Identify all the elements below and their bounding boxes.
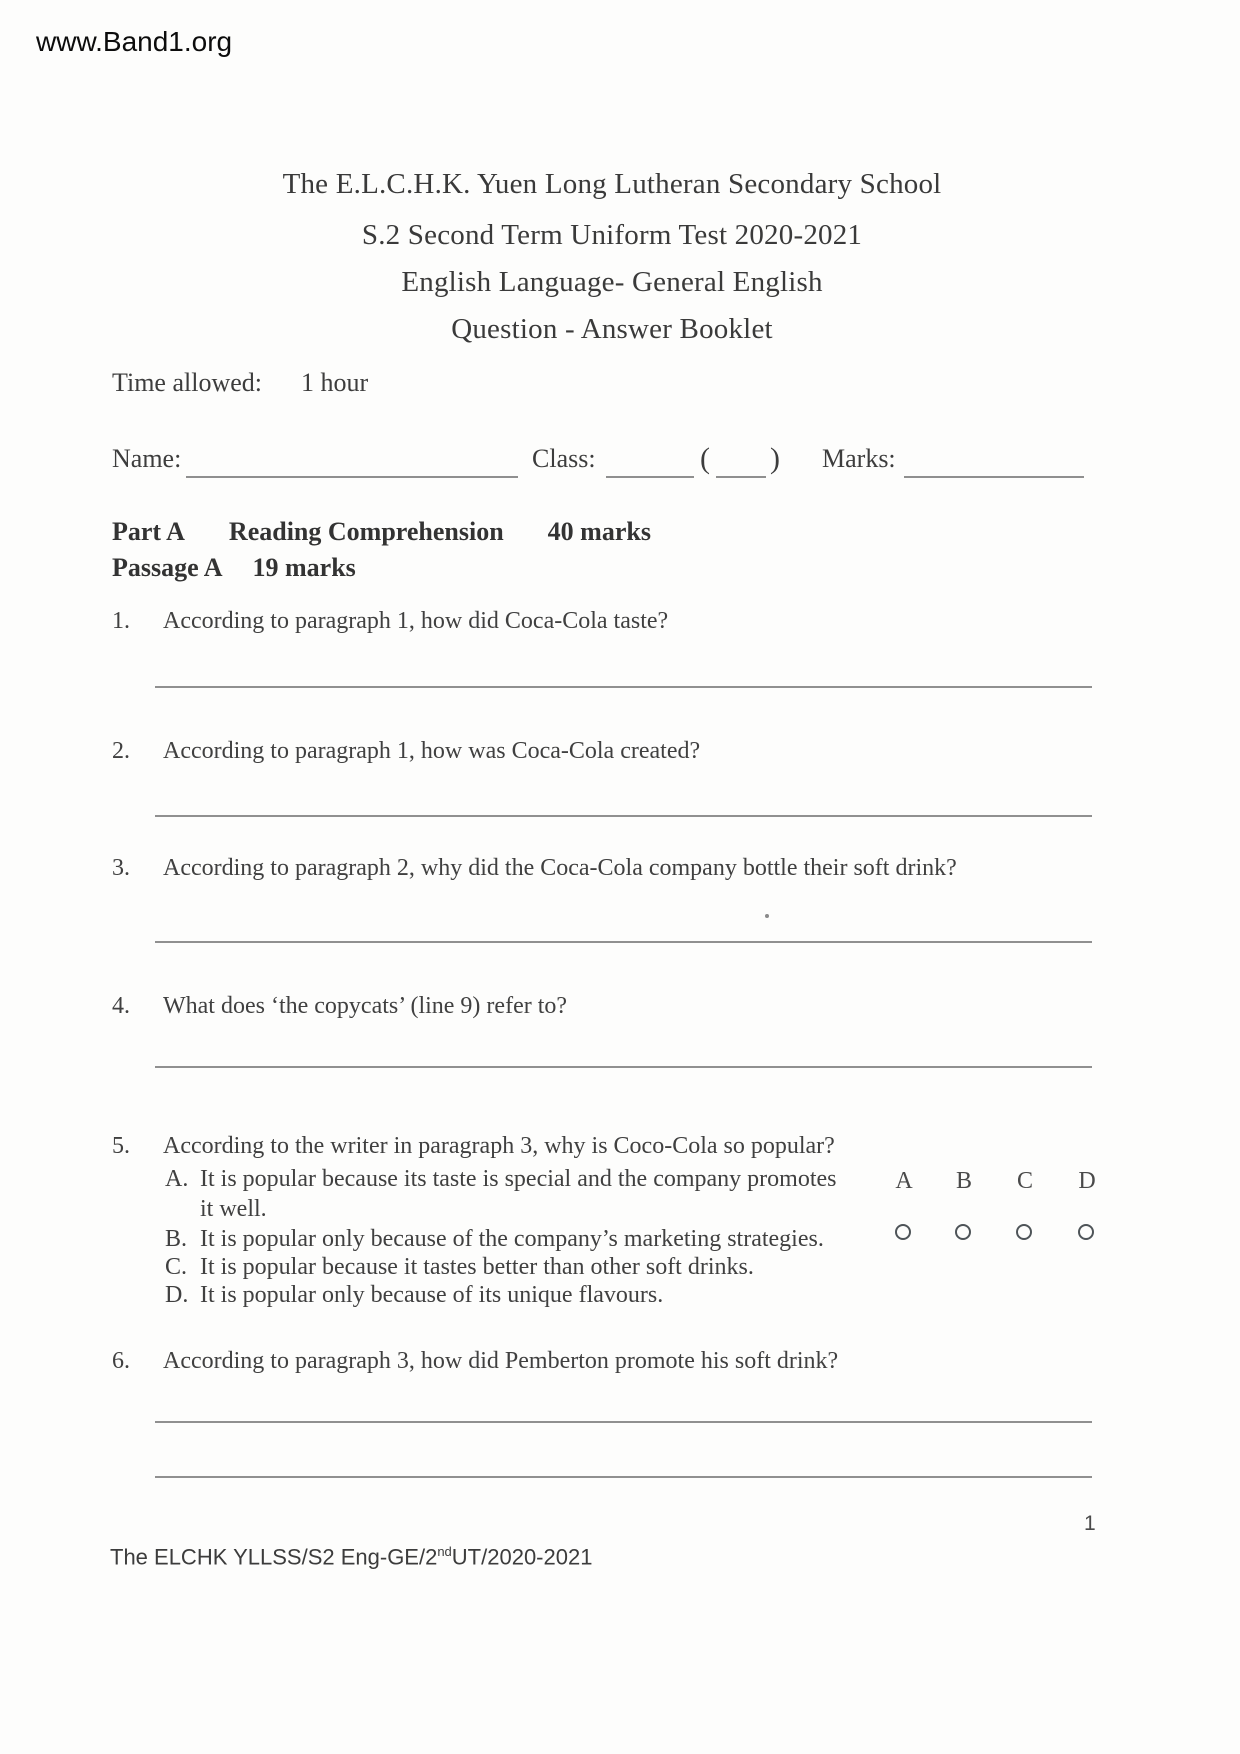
marks-input-line[interactable] <box>904 476 1084 478</box>
watermark-text: www.Band1.org <box>36 26 233 57</box>
question-6-number: 6. <box>112 1348 130 1374</box>
question-2-number: 2. <box>112 738 130 764</box>
mc-header-letter-a: A <box>895 1168 913 1194</box>
class-paren-open: ( <box>700 442 710 475</box>
footer-doc-code-sup: nd <box>437 1544 452 1559</box>
name-input-line[interactable] <box>186 476 518 478</box>
question-5-text: According to the writer in paragraph 3, why is Coco-Cola so popular? <box>163 1133 835 1159</box>
passage-a-heading <box>112 553 356 583</box>
question-4-text: What does ‘the copycats’ (line 9) refer to? <box>163 993 568 1019</box>
school-title: The E.L.C.H.K. Yuen Long Lutheran Secondary School <box>282 168 942 200</box>
marks-label: Marks: <box>822 444 896 473</box>
mc-header-letter-d: D <box>1078 1168 1096 1194</box>
question-3-text: According to paragraph 2, why did the Coca-Cola company bottle their soft drink? <box>163 855 957 881</box>
passage-label: Passage A <box>112 553 223 582</box>
class-label: Class: <box>532 444 596 473</box>
option-a-text: It is popular because its taste is special and the company promotes <box>200 1166 837 1192</box>
scan-dot-artifact <box>765 914 769 918</box>
mc-bubble-a[interactable] <box>895 1224 911 1240</box>
subject-title: English Language- General English <box>401 266 823 298</box>
part-a-heading <box>112 517 651 547</box>
option-b-text: It is popular only because of the company’s marketing strategies. <box>200 1226 824 1252</box>
footer-doc-code-suffix: UT/2020-2021 <box>451 1544 593 1570</box>
name-label: Name: <box>112 444 182 473</box>
question-4-number: 4. <box>112 993 130 1019</box>
answer-line-q6-2[interactable] <box>155 1476 1092 1478</box>
part-title: Reading Comprehension <box>228 517 504 546</box>
class-number-line[interactable] <box>716 476 766 478</box>
footer-doc-code <box>110 1544 592 1570</box>
answer-line-q6-1[interactable] <box>155 1421 1092 1423</box>
mc-header-letter-c: C <box>1016 1168 1033 1194</box>
question-2-text: According to paragraph 1, how was Coca-Cola created? <box>163 738 701 764</box>
footer-doc-code-prefix: The ELCHK YLLSS/S2 Eng-GE/2 <box>110 1544 438 1570</box>
mc-bubble-b[interactable] <box>955 1224 971 1240</box>
question-6-text: According to paragraph 3, how did Pemberton promote his soft drink? <box>163 1348 839 1374</box>
mc-bubble-d[interactable] <box>1078 1224 1094 1240</box>
time-allowed-row <box>112 368 368 398</box>
class-input-line[interactable] <box>606 476 694 478</box>
time-allowed-value: 1 hour <box>300 368 369 397</box>
class-paren-close: ) <box>770 442 780 475</box>
option-b-letter: B. <box>165 1226 188 1252</box>
mc-bubble-c[interactable] <box>1016 1224 1032 1240</box>
passage-marks: 19 marks <box>252 553 356 582</box>
answer-line-q2[interactable] <box>155 815 1092 817</box>
question-1-number: 1. <box>112 608 130 634</box>
answer-line-q4[interactable] <box>155 1066 1092 1068</box>
question-3-number: 3. <box>112 855 130 881</box>
option-a-letter: A. <box>165 1166 189 1192</box>
option-d-text: It is popular only because of its unique flavours. <box>200 1282 664 1308</box>
exam-title: S.2 Second Term Uniform Test 2020-2021 <box>361 219 863 251</box>
booklet-title: Question - Answer Booklet <box>451 313 773 345</box>
answer-line-q3[interactable] <box>155 941 1092 943</box>
answer-line-q1[interactable] <box>155 686 1092 688</box>
option-c-text: It is popular because it tastes better than other soft drinks. <box>200 1254 754 1280</box>
option-a-text-cont: it well. <box>200 1196 267 1222</box>
option-d-letter: D. <box>165 1282 189 1308</box>
time-allowed-label: Time allowed: <box>112 368 262 397</box>
page-number: 1 <box>1084 1512 1096 1535</box>
mc-header-letter-b: B <box>955 1168 972 1194</box>
question-5-number: 5. <box>112 1133 130 1159</box>
part-label: Part A <box>112 517 185 546</box>
part-marks: 40 marks <box>547 517 651 546</box>
option-c-letter: C. <box>165 1254 188 1280</box>
question-1-text: According to paragraph 1, how did Coca-Cola taste? <box>163 608 669 634</box>
